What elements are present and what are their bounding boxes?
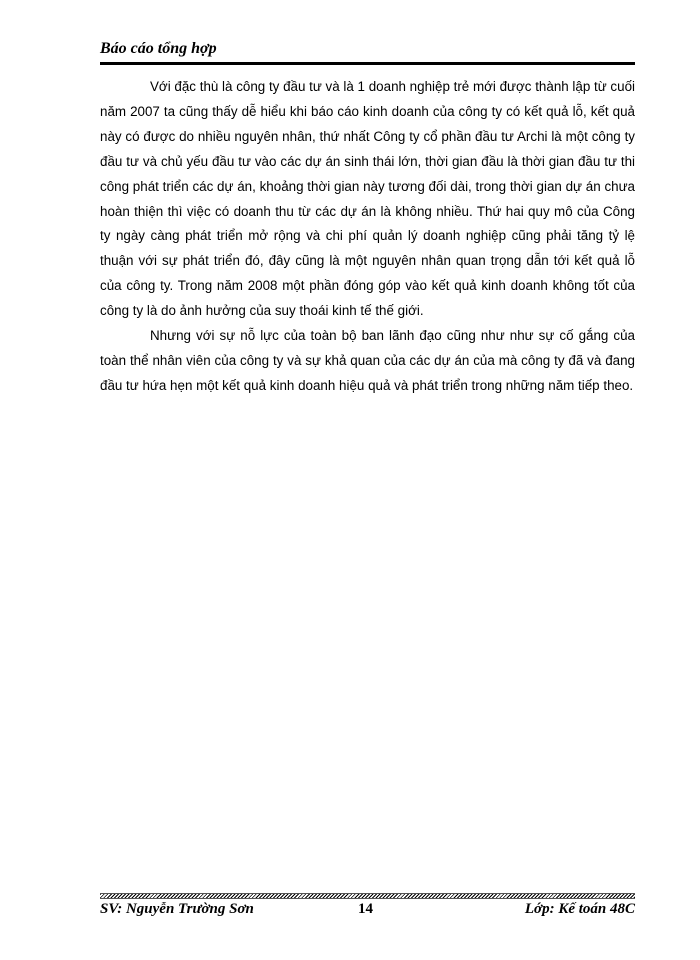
page-footer	[100, 901, 635, 923]
page-header-title: Báo cáo tổng hợp	[100, 40, 217, 57]
footer-divider	[100, 893, 635, 899]
footer-student-name: SV: Nguyễn Trường Sơn	[100, 901, 254, 917]
header-divider	[100, 62, 635, 65]
document-body	[100, 75, 635, 399]
paragraph: Nhưng với sự nỗ lực của toàn bộ ban lãnh đạo cũng như như sự cố gắng của toàn thể nhân viên của công ty và sự khả quan của các dự án của mà công ty đã và đang đầu tư hứa hẹn một kết quả kinh doanh hiệu quả và phát triển trong những năm tiếp theo.	[100, 328, 635, 393]
paragraph: Với đặc thù là công ty đầu tư và là 1 doanh nghiệp trẻ mới được thành lập từ cuối năm 2007 ta cũng thấy dễ hiểu khi báo cáo kinh doanh của công ty có kết quả lỗ, kết quả này có được do nhiều nguyên nhân, thứ nhất Công ty cổ phần đầu tư Archi là một công ty đầu tư và chủ yếu đầu tư vào các dự án sinh thái lớn, thời gian đầu là thời gian đầu tư thi công phát triển các dự án, khoảng thời gian này tương đối dài, trong thời gian dự án chưa hoàn thiện thì việc có doanh thu từ các dự án là không nhiều. Thứ hai quy mô của Công ty ngày càng phát triển mở rộng và chi phí quản lý doanh nghiệp cũng phải tăng tỷ lệ thuận với sự phát triển đó, đây cũng là một nguyên nhân quan trọng dẫn tới kết quả lỗ của công ty. Trong năm 2008 một phần đóng góp vào kết quả kinh doanh không tốt của công ty là do ảnh hưởng của suy thoái kinh tế thế giới.	[100, 79, 635, 319]
page-number: 14	[358, 901, 373, 917]
footer-class-name: Lớp: Kế toán 48C	[524, 901, 635, 917]
